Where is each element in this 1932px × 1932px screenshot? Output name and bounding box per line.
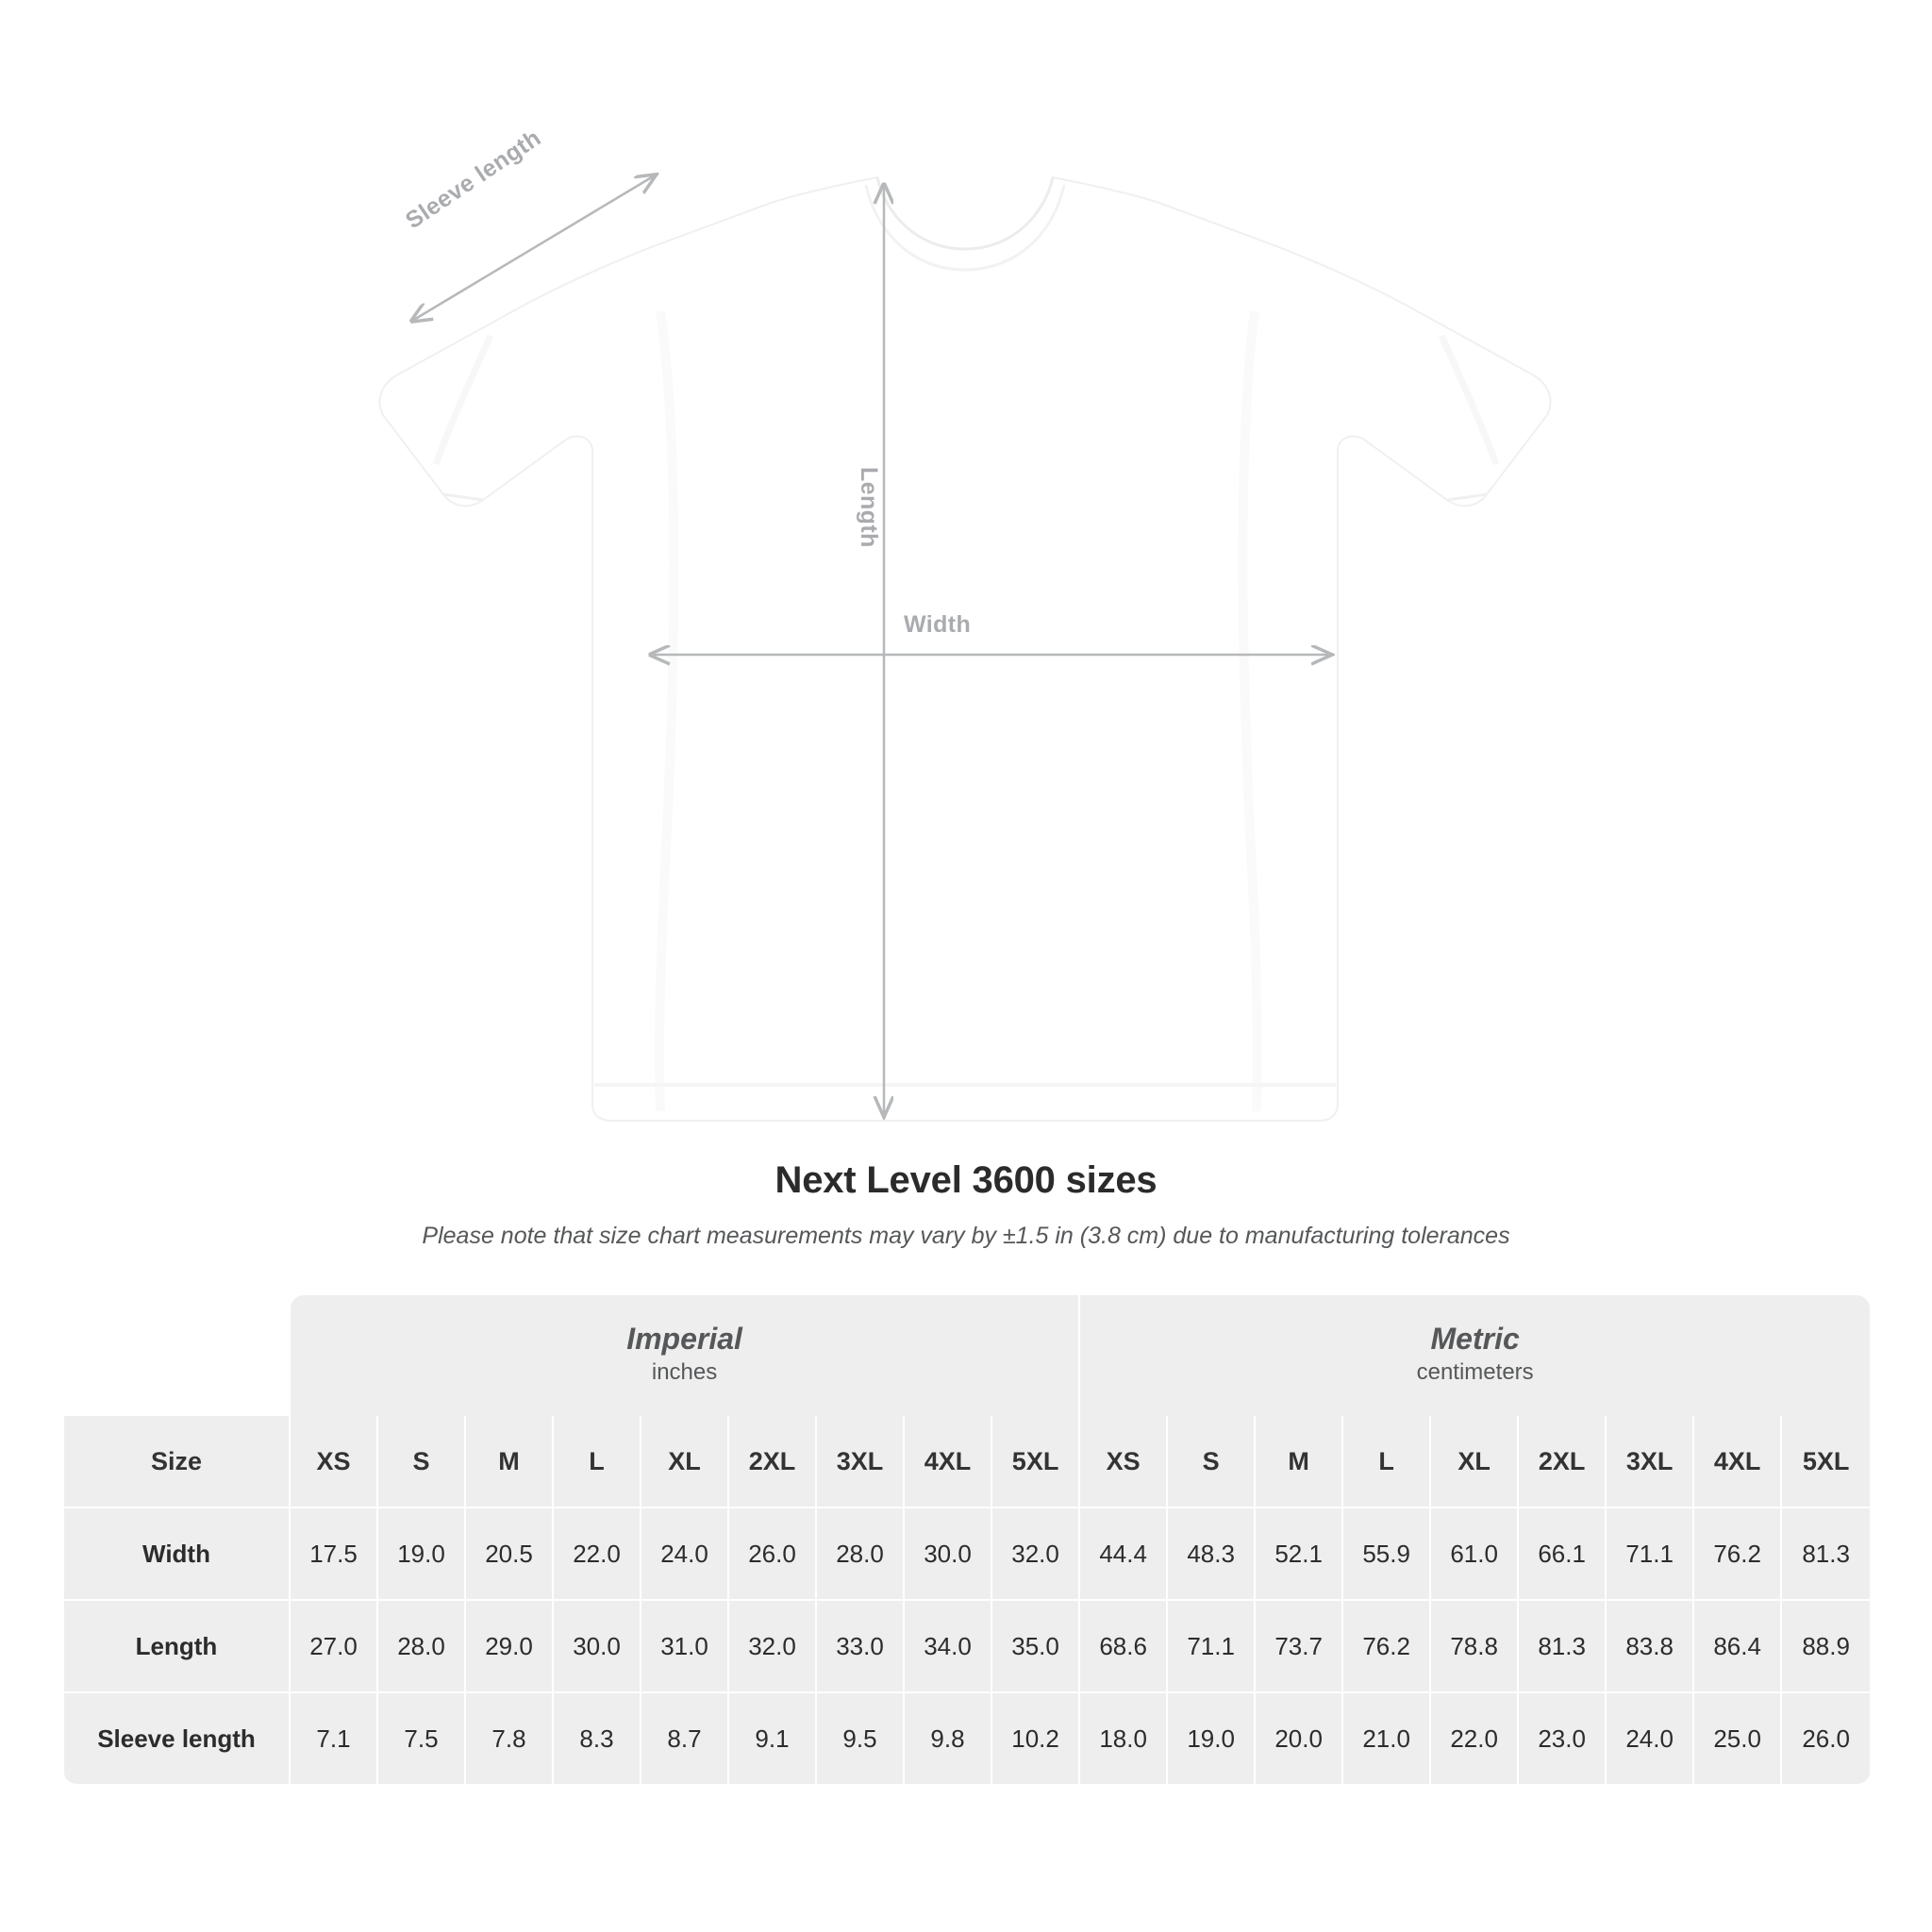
cell-length-12: 76.2 — [1343, 1601, 1431, 1693]
table-row-length — [64, 1601, 1870, 1693]
cell-width-16: 76.2 — [1694, 1508, 1782, 1601]
cell-length-3: 30.0 — [554, 1601, 641, 1693]
unit-imperial-name: Imperial — [626, 1321, 742, 1356]
cell-sleeve-8: 10.2 — [992, 1693, 1080, 1786]
cell-width-6: 28.0 — [817, 1508, 905, 1601]
size-header-xl-metric: XL — [1431, 1416, 1519, 1508]
cell-width-8: 32.0 — [992, 1508, 1080, 1601]
unit-metric-sub: centimeters — [1416, 1359, 1534, 1386]
row-label-width: Width — [64, 1508, 291, 1601]
size-header-s-metric: S — [1168, 1416, 1256, 1508]
width-annotation: Width — [904, 611, 972, 638]
cell-length-2: 29.0 — [466, 1601, 554, 1693]
cell-width-4: 24.0 — [641, 1508, 729, 1601]
cell-sleeve-0: 7.1 — [291, 1693, 378, 1786]
size-header-5xl-metric: 5XL — [1782, 1416, 1870, 1508]
cell-sleeve-4: 8.7 — [641, 1693, 729, 1786]
cell-width-11: 52.1 — [1256, 1508, 1343, 1601]
size-header-xl-imperial: XL — [641, 1416, 729, 1508]
cell-width-3: 22.0 — [554, 1508, 641, 1601]
sleeve-length-annotation: Sleeve length — [401, 124, 546, 235]
cell-sleeve-9: 18.0 — [1080, 1693, 1168, 1786]
size-header-l-imperial: L — [554, 1416, 641, 1508]
size-header-xs-imperial: XS — [291, 1416, 378, 1508]
size-table-wrapper — [64, 1295, 1870, 1786]
cell-length-0: 27.0 — [291, 1601, 378, 1693]
cell-length-15: 83.8 — [1607, 1601, 1694, 1693]
size-header-m-metric: M — [1256, 1416, 1343, 1508]
cell-sleeve-2: 7.8 — [466, 1693, 554, 1786]
cell-width-10: 48.3 — [1168, 1508, 1256, 1601]
cell-sleeve-3: 8.3 — [554, 1693, 641, 1786]
title-block — [0, 1159, 1932, 1250]
cell-width-5: 26.0 — [729, 1508, 817, 1601]
size-header-3xl-imperial: 3XL — [817, 1416, 905, 1508]
cell-length-13: 78.8 — [1431, 1601, 1519, 1693]
cell-sleeve-12: 21.0 — [1343, 1693, 1431, 1786]
unit-metric-name: Metric — [1430, 1321, 1520, 1356]
cell-length-11: 73.7 — [1256, 1601, 1343, 1693]
cell-length-17: 88.9 — [1782, 1601, 1870, 1693]
cell-sleeve-14: 23.0 — [1519, 1693, 1607, 1786]
size-header-xs-metric: XS — [1080, 1416, 1168, 1508]
size-header-s-imperial: S — [378, 1416, 466, 1508]
size-header-5xl-imperial: 5XL — [992, 1416, 1080, 1508]
cell-sleeve-10: 19.0 — [1168, 1693, 1256, 1786]
page-title: Next Level 3600 sizes — [774, 1159, 1158, 1201]
cell-length-5: 32.0 — [729, 1601, 817, 1693]
size-header-2xl-imperial: 2XL — [729, 1416, 817, 1508]
cell-width-13: 61.0 — [1431, 1508, 1519, 1601]
cell-width-14: 66.1 — [1519, 1508, 1607, 1601]
table-row-sleeve-length — [64, 1693, 1870, 1786]
cell-width-17: 81.3 — [1782, 1508, 1870, 1601]
cell-width-1: 19.0 — [378, 1508, 466, 1601]
size-header-m-imperial: M — [466, 1416, 554, 1508]
cell-sleeve-15: 24.0 — [1607, 1693, 1694, 1786]
cell-width-12: 55.9 — [1343, 1508, 1431, 1601]
cell-sleeve-7: 9.8 — [905, 1693, 992, 1786]
cell-width-0: 17.5 — [291, 1508, 378, 1601]
tshirt-shape — [379, 177, 1550, 1121]
cell-width-9: 44.4 — [1080, 1508, 1168, 1601]
tolerance-note: Please note that size chart measurements may vary by ±1.5 in (3.8 cm) due to manufacturing tolerances — [422, 1223, 1510, 1249]
row-label-sleeve-length: Sleeve length — [64, 1693, 291, 1786]
cell-length-7: 34.0 — [905, 1601, 992, 1693]
size-header-3xl-metric: 3XL — [1607, 1416, 1694, 1508]
cell-length-14: 81.3 — [1519, 1601, 1607, 1693]
cell-length-1: 28.0 — [378, 1601, 466, 1693]
cell-sleeve-16: 25.0 — [1694, 1693, 1782, 1786]
unit-group-imperial — [291, 1295, 1080, 1416]
size-header-2xl-metric: 2XL — [1519, 1416, 1607, 1508]
cell-sleeve-17: 26.0 — [1782, 1693, 1870, 1786]
size-column-label: Size — [64, 1416, 291, 1508]
cell-sleeve-11: 20.0 — [1256, 1693, 1343, 1786]
cell-length-6: 33.0 — [817, 1601, 905, 1693]
length-annotation: Length — [856, 467, 882, 548]
row-label-length: Length — [64, 1601, 291, 1693]
cell-sleeve-5: 9.1 — [729, 1693, 817, 1786]
unit-imperial-sub: inches — [651, 1359, 718, 1386]
units-header-row — [64, 1295, 1870, 1416]
cell-length-4: 31.0 — [641, 1601, 729, 1693]
size-table — [64, 1295, 1870, 1786]
size-header-4xl-imperial: 4XL — [905, 1416, 992, 1508]
cell-length-9: 68.6 — [1080, 1601, 1168, 1693]
table-row-width — [64, 1508, 1870, 1601]
cell-length-16: 86.4 — [1694, 1601, 1782, 1693]
unit-group-metric — [1080, 1295, 1870, 1416]
cell-sleeve-13: 22.0 — [1431, 1693, 1519, 1786]
table-corner-cell — [64, 1295, 291, 1416]
cell-length-8: 35.0 — [992, 1601, 1080, 1693]
cell-width-15: 71.1 — [1607, 1508, 1694, 1601]
cell-length-10: 71.1 — [1168, 1601, 1256, 1693]
size-header-row — [64, 1416, 1870, 1508]
size-header-4xl-metric: 4XL — [1694, 1416, 1782, 1508]
cell-width-2: 20.5 — [466, 1508, 554, 1601]
cell-width-7: 30.0 — [905, 1508, 992, 1601]
cell-sleeve-1: 7.5 — [378, 1693, 466, 1786]
cell-sleeve-6: 9.5 — [817, 1693, 905, 1786]
size-header-l-metric: L — [1343, 1416, 1431, 1508]
